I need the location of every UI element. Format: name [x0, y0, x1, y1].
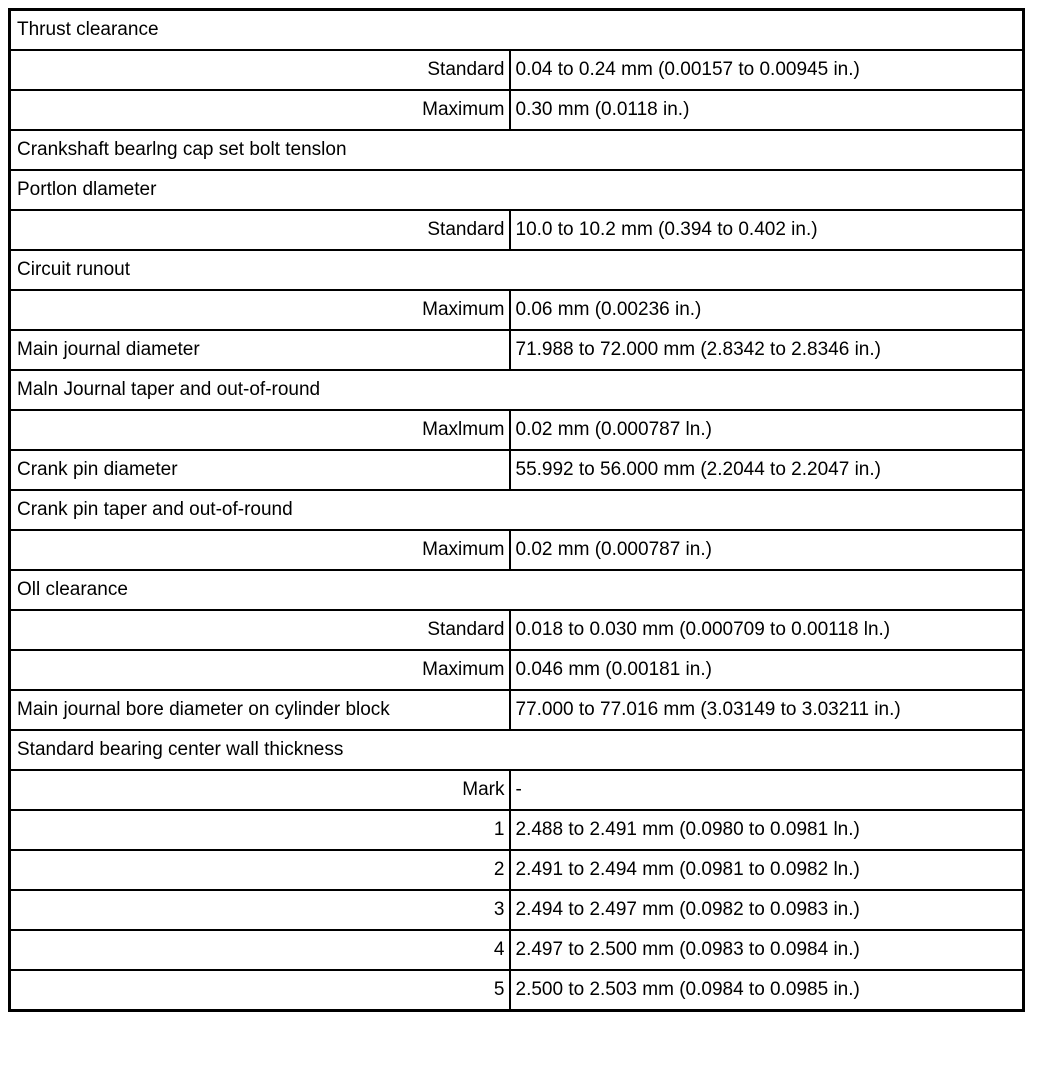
pair-value-cell: 77.000 to 77.016 mm (3.03149 to 3.03211 in.) [510, 690, 1024, 730]
table-row-pair [10, 330, 1024, 370]
section-header-cell: Oll clearance [10, 570, 1024, 610]
spec-value-cell: 2.488 to 2.491 mm (0.0980 to 0.0981 ln.) [510, 810, 1024, 850]
spec-value-cell: 2.491 to 2.494 mm (0.0981 to 0.0982 ln.) [510, 850, 1024, 890]
spec-value-cell: 0.30 mm (0.0118 in.) [510, 90, 1024, 130]
spec-label-cell: Maximum [10, 650, 510, 690]
spec-value-cell: 2.500 to 2.503 mm (0.0984 to 0.0985 in.) [510, 970, 1024, 1011]
spec-table-body [10, 10, 1024, 1011]
table-row-pair [10, 690, 1024, 730]
table-row-section [10, 490, 1024, 530]
spec-label-cell: Maximum [10, 90, 510, 130]
spec-value-cell: 0.06 mm (0.00236 in.) [510, 290, 1024, 330]
spec-value-cell: 2.497 to 2.500 mm (0.0983 to 0.0984 in.) [510, 930, 1024, 970]
section-header-cell: Portlon dlameter [10, 170, 1024, 210]
table-row-spec [10, 610, 1024, 650]
spec-label-cell: 2 [10, 850, 510, 890]
spec-value-cell: 0.04 to 0.24 mm (0.00157 to 0.00945 in.) [510, 50, 1024, 90]
spec-label-cell: Standard [10, 610, 510, 650]
table-row-section [10, 250, 1024, 290]
spec-label-cell: 1 [10, 810, 510, 850]
table-row-spec [10, 530, 1024, 570]
spec-label-cell: Maxlmum [10, 410, 510, 450]
section-header-cell: Circuit runout [10, 250, 1024, 290]
table-row-section [10, 10, 1024, 51]
spec-label-cell: 4 [10, 930, 510, 970]
pair-label-cell: Main journal diameter [10, 330, 510, 370]
spec-value-cell: 0.02 mm (0.000787 ln.) [510, 410, 1024, 450]
table-row-spec [10, 970, 1024, 1011]
section-header-cell: Thrust clearance [10, 10, 1024, 51]
spec-value-cell: - [510, 770, 1024, 810]
table-row-section [10, 130, 1024, 170]
pair-value-cell: 55.992 to 56.000 mm (2.2044 to 2.2047 in.) [510, 450, 1024, 490]
spec-label-cell: Maximum [10, 530, 510, 570]
table-row-spec [10, 410, 1024, 450]
crankshaft-specifications-table [8, 8, 1025, 1012]
spec-label-cell: Mark [10, 770, 510, 810]
pair-value-cell: 71.988 to 72.000 mm (2.8342 to 2.8346 in.) [510, 330, 1024, 370]
spec-label-cell: 3 [10, 890, 510, 930]
table-row-section [10, 570, 1024, 610]
section-header-cell: Crankshaft bearlng cap set bolt tenslon [10, 130, 1024, 170]
table-row-spec [10, 770, 1024, 810]
spec-value-cell: 2.494 to 2.497 mm (0.0982 to 0.0983 in.) [510, 890, 1024, 930]
spec-value-cell: 0.02 mm (0.000787 in.) [510, 530, 1024, 570]
spec-label-cell: Standard [10, 210, 510, 250]
pair-label-cell: Main journal bore diameter on cylinder block [10, 690, 510, 730]
table-row-spec [10, 290, 1024, 330]
table-row-spec [10, 90, 1024, 130]
table-row-section [10, 370, 1024, 410]
spec-value-cell: 0.046 mm (0.00181 in.) [510, 650, 1024, 690]
table-row-spec [10, 650, 1024, 690]
table-row-spec [10, 890, 1024, 930]
spec-value-cell: 10.0 to 10.2 mm (0.394 to 0.402 in.) [510, 210, 1024, 250]
section-header-cell: Crank pin taper and out-of-round [10, 490, 1024, 530]
table-row-spec [10, 810, 1024, 850]
table-row-pair [10, 450, 1024, 490]
spec-label-cell: 5 [10, 970, 510, 1011]
table-row-spec [10, 850, 1024, 890]
table-row-spec [10, 50, 1024, 90]
spec-label-cell: Standard [10, 50, 510, 90]
table-row-spec [10, 210, 1024, 250]
section-header-cell: Maln Journal taper and out-of-round [10, 370, 1024, 410]
pair-label-cell: Crank pin diameter [10, 450, 510, 490]
table-row-spec [10, 930, 1024, 970]
spec-label-cell: Maximum [10, 290, 510, 330]
table-row-section [10, 730, 1024, 770]
spec-value-cell: 0.018 to 0.030 mm (0.000709 to 0.00118 ln.) [510, 610, 1024, 650]
section-header-cell: Standard bearing center wall thickness [10, 730, 1024, 770]
table-row-section [10, 170, 1024, 210]
